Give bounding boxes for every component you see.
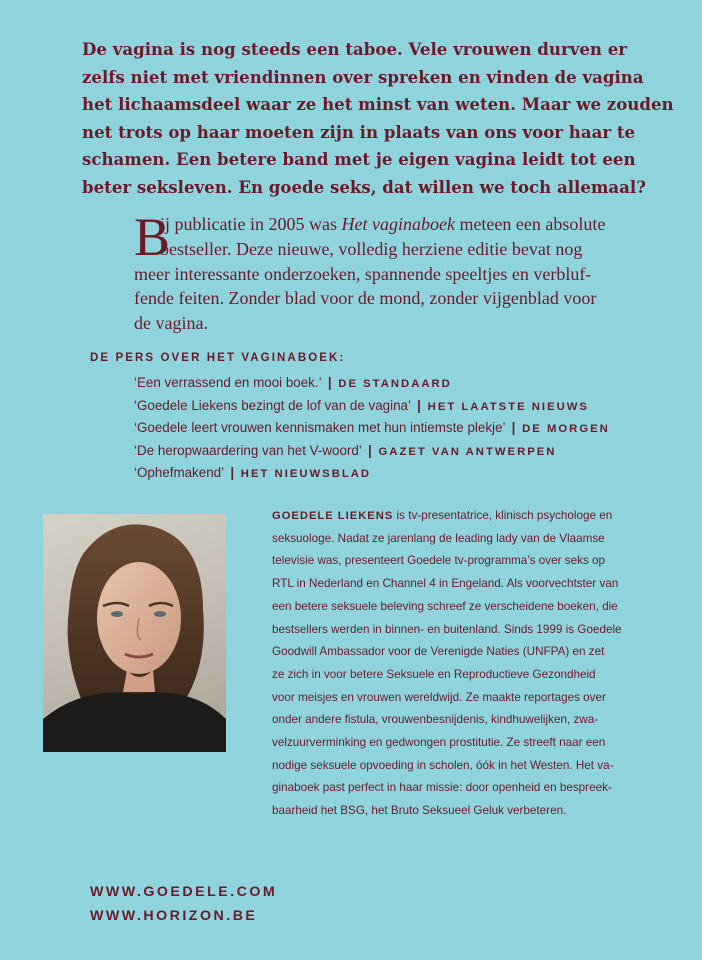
press-quotes-list [134, 372, 610, 485]
quote-source: DE STANDAARD [338, 378, 452, 390]
press-quote [134, 462, 610, 485]
bio-line: ze zich in voor betere Seksuele en Reproductieve Gezondheid [272, 667, 596, 681]
quote-source: HET NIEUWSBLAD [240, 468, 372, 481]
quote-separator: | [511, 420, 516, 436]
body-line [134, 212, 674, 237]
quote-text: ‘De heropwaardering van het V-woord’ [134, 442, 362, 458]
intro-line: net trots op haar moeten zijn in plaats van ons voor haar te [82, 121, 636, 142]
body-line: de vagina. [134, 313, 208, 334]
bio-line: bestsellers werden in binnen- en buitenland. Sinds 1999 is Goedele [272, 622, 622, 636]
drop-cap: B [134, 207, 171, 267]
intro-line: De vagina is nog steeds een taboe. Vele vrouwen durven er [82, 39, 628, 59]
goedele-website-link[interactable]: WWW.GOEDELE.COM [90, 884, 278, 900]
intro-line: beter seksleven. En goede seks, dat willen we toch allemaal? [82, 176, 646, 197]
quote-text: ‘Goedele Liekens bezingt de lof van de vagina’ [134, 397, 411, 413]
quote-separator: | [417, 397, 421, 413]
body-line-end: meteen een absolute [454, 214, 606, 234]
bio-line: velzuurverminking en gedwongen prostitutie. Ze streeft naar een [272, 736, 606, 750]
website-links [90, 880, 277, 928]
bio-line: een betere seksuele beleving schreef ze verscheidene boeken, die [272, 599, 618, 613]
body-paragraph [134, 207, 674, 336]
press-heading: DE PERS OVER HET VAGINABOEK: [90, 352, 346, 364]
quote-text: ‘Een verrassend en mooi boek.’ [134, 375, 322, 390]
body-line: meer interessante onderzoeken, spannende speeltjes en verbluf- [134, 263, 592, 284]
quote-source: DE MORGEN [522, 423, 610, 436]
press-quote [134, 417, 610, 440]
body-line-start: ij publicatie in 2005 was [160, 214, 342, 234]
press-quote [134, 372, 610, 395]
horizon-website-link[interactable]: WWW.HORIZON.BE [90, 908, 258, 924]
quote-source: HET LAATSTE NIEUWS [427, 400, 589, 413]
quote-separator: | [230, 465, 235, 481]
book-title: Het vaginaboek [341, 214, 455, 234]
bio-line-rest: is tv-presentatrice, klinisch psychologe en [393, 509, 613, 522]
bio-line: ginaboek past perfect in haar missie: door openheid en bespreek- [272, 781, 612, 795]
portrait-illustration [43, 514, 226, 752]
quote-text: ‘Ophefmakend’ [134, 465, 224, 481]
quote-separator: | [327, 375, 332, 390]
bio-line: onder andere fistula, vrouwenbesnijdenis, kindhuwelijken, zwa- [272, 713, 599, 727]
body-line: fende feiten. Zonder blad voor de mond, zonder vijgenblad voor [134, 288, 597, 309]
quote-separator: | [368, 442, 372, 458]
bio-line: Goodwill Ambassador voor de Verenigde Naties (UNFPA) en zet [272, 645, 605, 659]
bio-line: RTL in Nederland en Channel 4 in Engeland. Als voorvechtster van [272, 577, 619, 591]
bio-line: voor meisjes en vrouwen wereldwijd. Ze maakte reportages over [272, 690, 606, 704]
quote-text: ‘Goedele leert vrouwen kennismaken met hun intiemste plekje’ [134, 420, 505, 436]
bio-line [272, 505, 652, 528]
intro-paragraph [82, 36, 672, 201]
body-line: bestseller. Deze nieuwe, volledig herziene editie bevat nog [160, 238, 583, 259]
intro-line: schamen. Een betere band met je eigen vagina leidt tot een [82, 149, 636, 169]
author-portrait [43, 514, 226, 752]
intro-line: het lichaamsdeel waar ze het minst van weten. Maar we zouden [82, 94, 674, 114]
bio-line: seksuologe. Nadat ze jarenlang de leading lady van de Vlaamse [272, 531, 605, 545]
press-quote [134, 440, 610, 463]
quote-source: GAZET VAN ANTWERPEN [378, 445, 557, 458]
bio-line: televisie was, presenteert Goedele tv-programma’s over seks op [272, 554, 606, 568]
bio-line: baarheid het BSG, het Bruto Seksueel Geluk verbeteren. [272, 804, 567, 818]
bio-line: nodige seksuele opvoeding in scholen, óók in het Westen. Het va- [272, 758, 614, 772]
intro-line: zelfs niet met vriendinnen over spreken en vinden de vagina [82, 66, 644, 87]
author-bio [272, 505, 652, 823]
author-name: GOEDELE LIEKENS [272, 510, 394, 522]
press-quote [134, 395, 610, 418]
